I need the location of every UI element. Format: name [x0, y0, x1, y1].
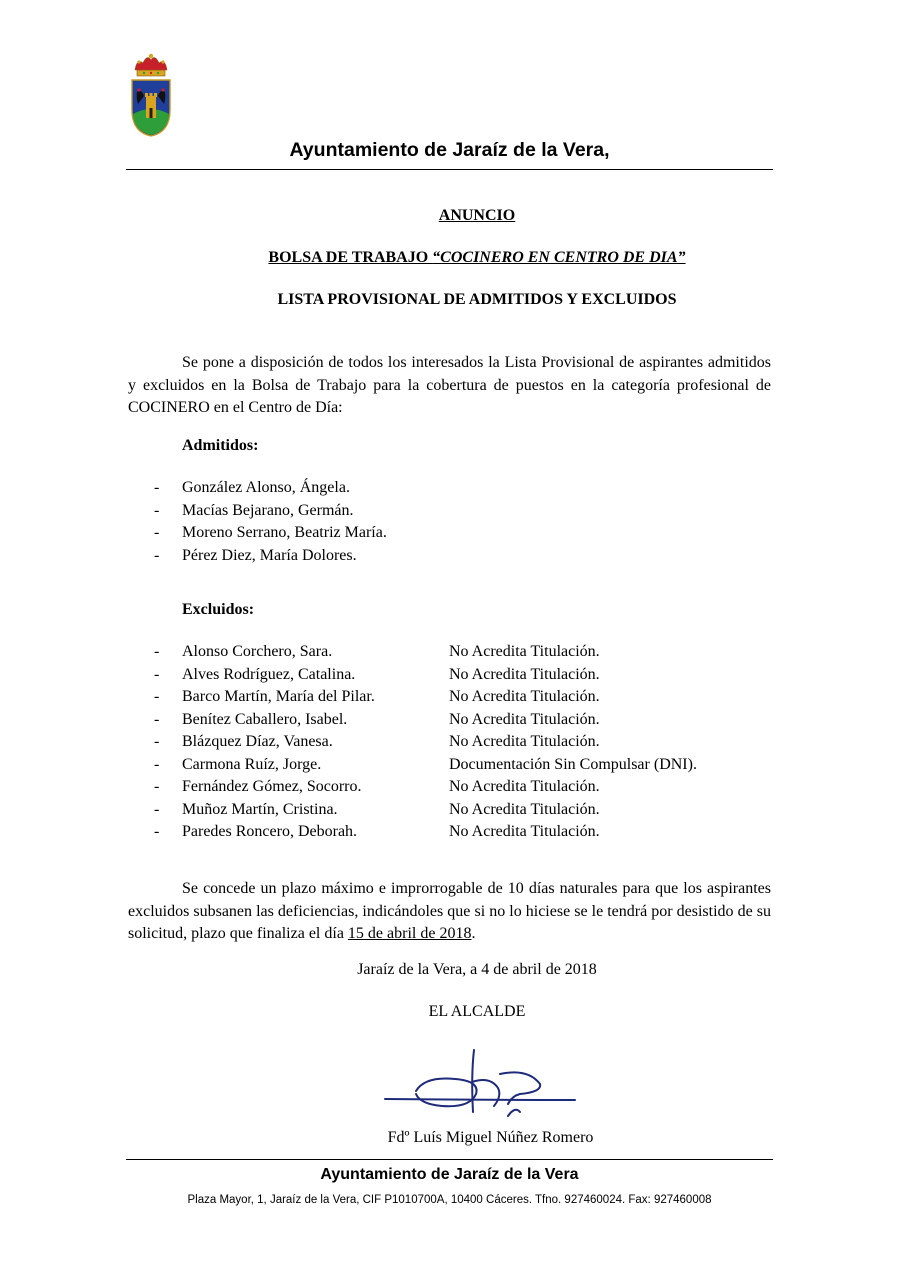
deadline-date: 15 de abril de 2018 — [347, 925, 472, 942]
applicant-name: Muñoz Martín, Cristina. — [182, 800, 338, 818]
footer-divider — [126, 1159, 773, 1160]
intro-paragraph: Se pone a disposición de todos los interesados la Lista Provisional de aspirantes admitidos y excluidos en la Bolsa de Trabajo para la cobertura de puestos en la categoría profesional de COCINERO en el Centro de Día: — [128, 354, 771, 416]
header-divider — [126, 169, 773, 170]
place-date: Jaraíz de la Vera, a 4 de abril de 2018 — [357, 961, 597, 978]
applicant-name: Macías Bejarano, Germán. — [182, 501, 354, 519]
exclusion-reason: No Acredita Titulación. — [449, 733, 600, 750]
applicant-name: Moreno Serrano, Beatriz María. — [182, 524, 387, 541]
signer-title: EL ALCALDE — [428, 1003, 526, 1020]
applicant-name: Fernández Gómez, Socorro. — [182, 778, 362, 795]
applicant-name: Paredes Roncero, Deborah. — [182, 823, 358, 840]
exclusion-reason: No Acredita Titulación. — [449, 643, 600, 660]
organization-header: Ayuntamiento de Jaraíz de la Vera, — [289, 139, 610, 161]
applicant-name: Barco Martín, María del Pilar. — [182, 688, 375, 705]
admitted-heading: Admitidos: — [182, 437, 259, 454]
applicant-name: Pérez Diez, María Dolores. — [182, 546, 357, 564]
exclusion-reason: No Acredita Titulación. — [449, 778, 600, 795]
signature-icon — [380, 1046, 580, 1126]
list-title: LISTA PROVISIONAL DE ADMITIDOS Y EXCLUIDOS — [277, 291, 677, 308]
applicant-name: Blázquez Díaz, Vanesa. — [182, 733, 333, 750]
exclusion-reason: No Acredita Titulación. — [449, 823, 600, 840]
municipal-crest-icon — [128, 52, 174, 138]
exclusion-reason: No Acredita Titulación. — [449, 800, 600, 818]
applicant-name: Alonso Corchero, Sara. — [182, 643, 333, 660]
applicant-name: Alves Rodríguez, Catalina. — [182, 665, 356, 683]
footer-address: Plaza Mayor, 1, Jaraíz de la Vera, CIF P1010700A, 10400 Cáceres. Tfno. 927460024. Fax: 927460008 — [187, 1194, 712, 1206]
exclusion-reason: Documentación Sin Compulsar (DNI). — [449, 755, 697, 773]
exclusion-reason: No Acredita Titulación. — [449, 710, 600, 728]
signer-name: Fdº Luís Miguel Núñez Romero — [387, 1129, 594, 1146]
applicant-name: Carmona Ruíz, Jorge. — [182, 755, 322, 773]
excluded-heading: Excluidos: — [182, 601, 255, 618]
deadline-paragraph: Se concede un plazo máximo e improrrogable de 10 días naturales para que los aspirantes excluidos subsanen las deficiencias, indicándoles que si no lo hiciese se le tendrá por desistido de su solicitud, plazo que finaliza el día 15 de abril de 2018. — [128, 880, 771, 942]
notice-label: ANUNCIO — [438, 207, 516, 224]
applicant-name: Benítez Caballero, Isabel. — [182, 710, 348, 728]
job-pool-title: BOLSA DE TRABAJO “COCINERO EN CENTRO DE DIA” — [268, 249, 686, 266]
exclusion-reason: No Acredita Titulación. — [449, 665, 600, 683]
footer-organization: Ayuntamiento de Jaraíz de la Vera — [320, 1166, 579, 1183]
applicant-name: González Alonso, Ángela. — [182, 479, 350, 496]
exclusion-reason: No Acredita Titulación. — [449, 688, 600, 705]
